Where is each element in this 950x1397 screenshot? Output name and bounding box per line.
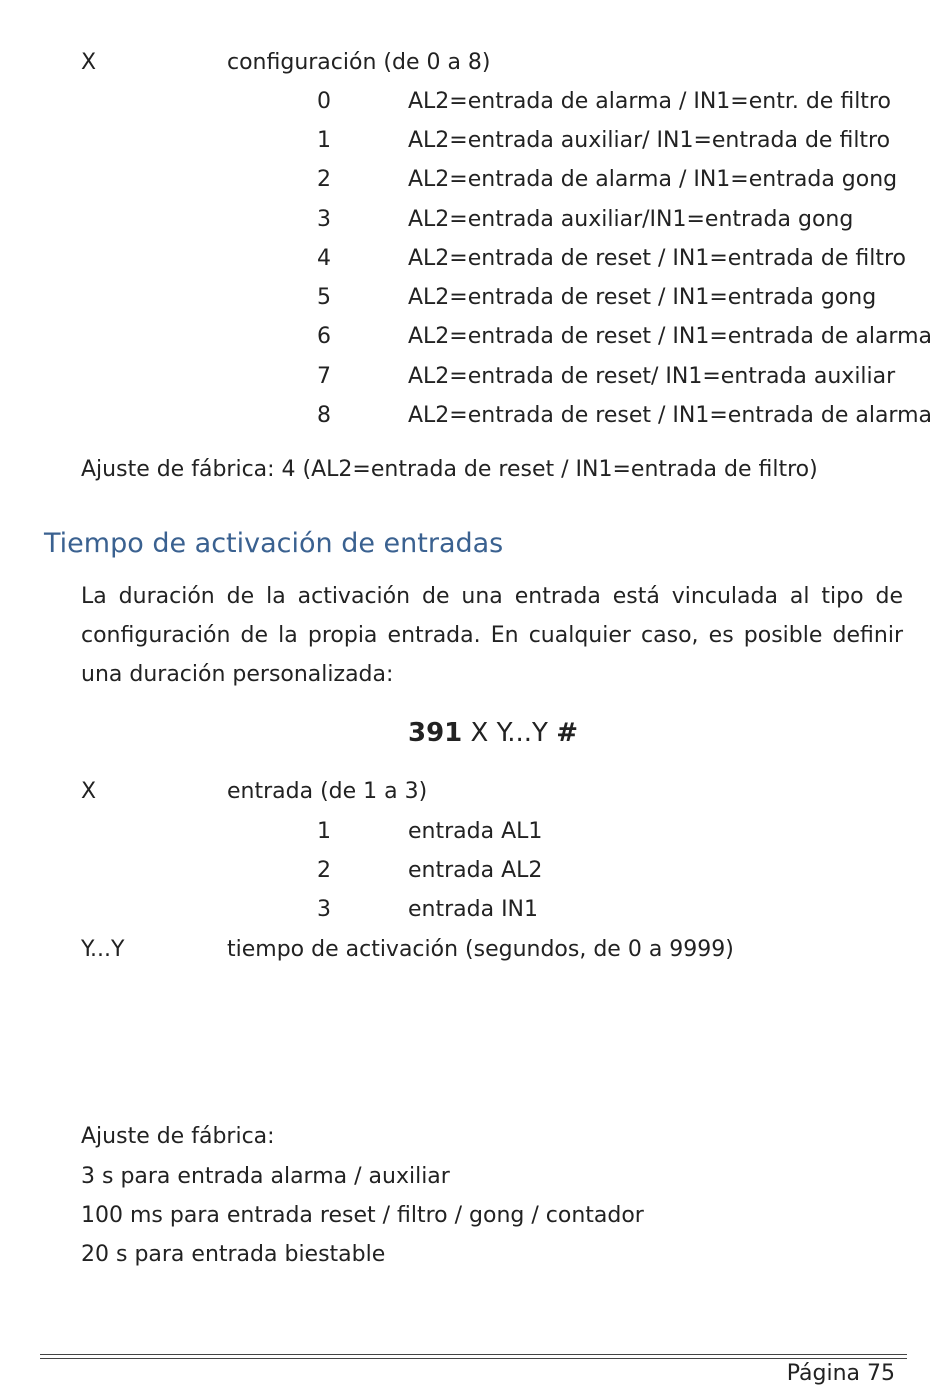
y-param-description: tiempo de activación (segundos, de 0 a 9999) <box>227 937 734 962</box>
section-paragraph: La duración de la activación de una entrada está vinculada al tipo de configuración de la propia entrada. En cualquier caso, es posible definir una duración personalizada: <box>81 584 903 687</box>
config-option-description: AL2=entrada de alarma / IN1=entrada gong <box>408 167 898 192</box>
config-option-code: 7 <box>317 364 331 389</box>
footer-rule <box>40 1358 907 1359</box>
config-option-description: AL2=entrada de reset/ IN1=entrada auxiliar <box>408 364 896 389</box>
x-param-description: entrada (de 1 a 3) <box>227 779 428 804</box>
config-option-code: 2 <box>317 167 331 192</box>
config-option-code: 3 <box>317 207 331 232</box>
section-heading: Tiempo de activación de entradas <box>44 528 504 559</box>
factory-line: 3 s para entrada alarma / auxiliar <box>81 1164 450 1189</box>
command-terminator: # <box>556 718 578 748</box>
page-number: Página 75 <box>786 1361 895 1386</box>
config-option-description: AL2=entrada auxiliar/ IN1=entrada de filtro <box>408 128 891 153</box>
command-params: X Y...Y <box>470 718 548 748</box>
config-option-code: 6 <box>317 324 331 349</box>
y-param-label: Y...Y <box>81 937 125 962</box>
config-option-description: AL2=entrada de reset / IN1=entrada de alarma <box>408 324 933 349</box>
factory-line: 100 ms para entrada reset / filtro / gong / contador <box>81 1203 644 1228</box>
config-option-code: 5 <box>317 285 331 310</box>
factory-title: Ajuste de fábrica: <box>81 1124 275 1149</box>
config-option-description: AL2=entrada de reset / IN1=entrada gong <box>408 285 877 310</box>
config-option-code: 8 <box>317 403 331 428</box>
input-option-code: 3 <box>317 897 331 922</box>
config-option-code: 0 <box>317 89 331 114</box>
config-param-label: X <box>81 50 97 75</box>
input-option-description: entrada IN1 <box>408 897 539 922</box>
command-code: 391 <box>408 718 463 748</box>
factory-line: 20 s para entrada biestable <box>81 1242 386 1267</box>
config-factory-setting: Ajuste de fábrica: 4 (AL2=entrada de reset / IN1=entrada de filtro) <box>81 457 818 482</box>
footer-rule <box>40 1354 907 1355</box>
config-option-description: AL2=entrada auxiliar/IN1=entrada gong <box>408 207 854 232</box>
x-param-label: X <box>81 779 97 804</box>
config-option-code: 1 <box>317 128 331 153</box>
command-syntax <box>0 716 950 750</box>
config-option-code: 4 <box>317 246 331 271</box>
input-option-code: 1 <box>317 819 331 844</box>
input-option-code: 2 <box>317 858 331 883</box>
config-option-description: AL2=entrada de alarma / IN1=entr. de filtro <box>408 89 891 114</box>
config-option-description: AL2=entrada de reset / IN1=entrada de filtro <box>408 246 906 271</box>
input-option-description: entrada AL2 <box>408 858 543 883</box>
config-option-description: AL2=entrada de reset / IN1=entrada de alarma <box>408 403 933 428</box>
input-option-description: entrada AL1 <box>408 819 543 844</box>
config-param-description: configuración (de 0 a 8) <box>227 50 491 75</box>
